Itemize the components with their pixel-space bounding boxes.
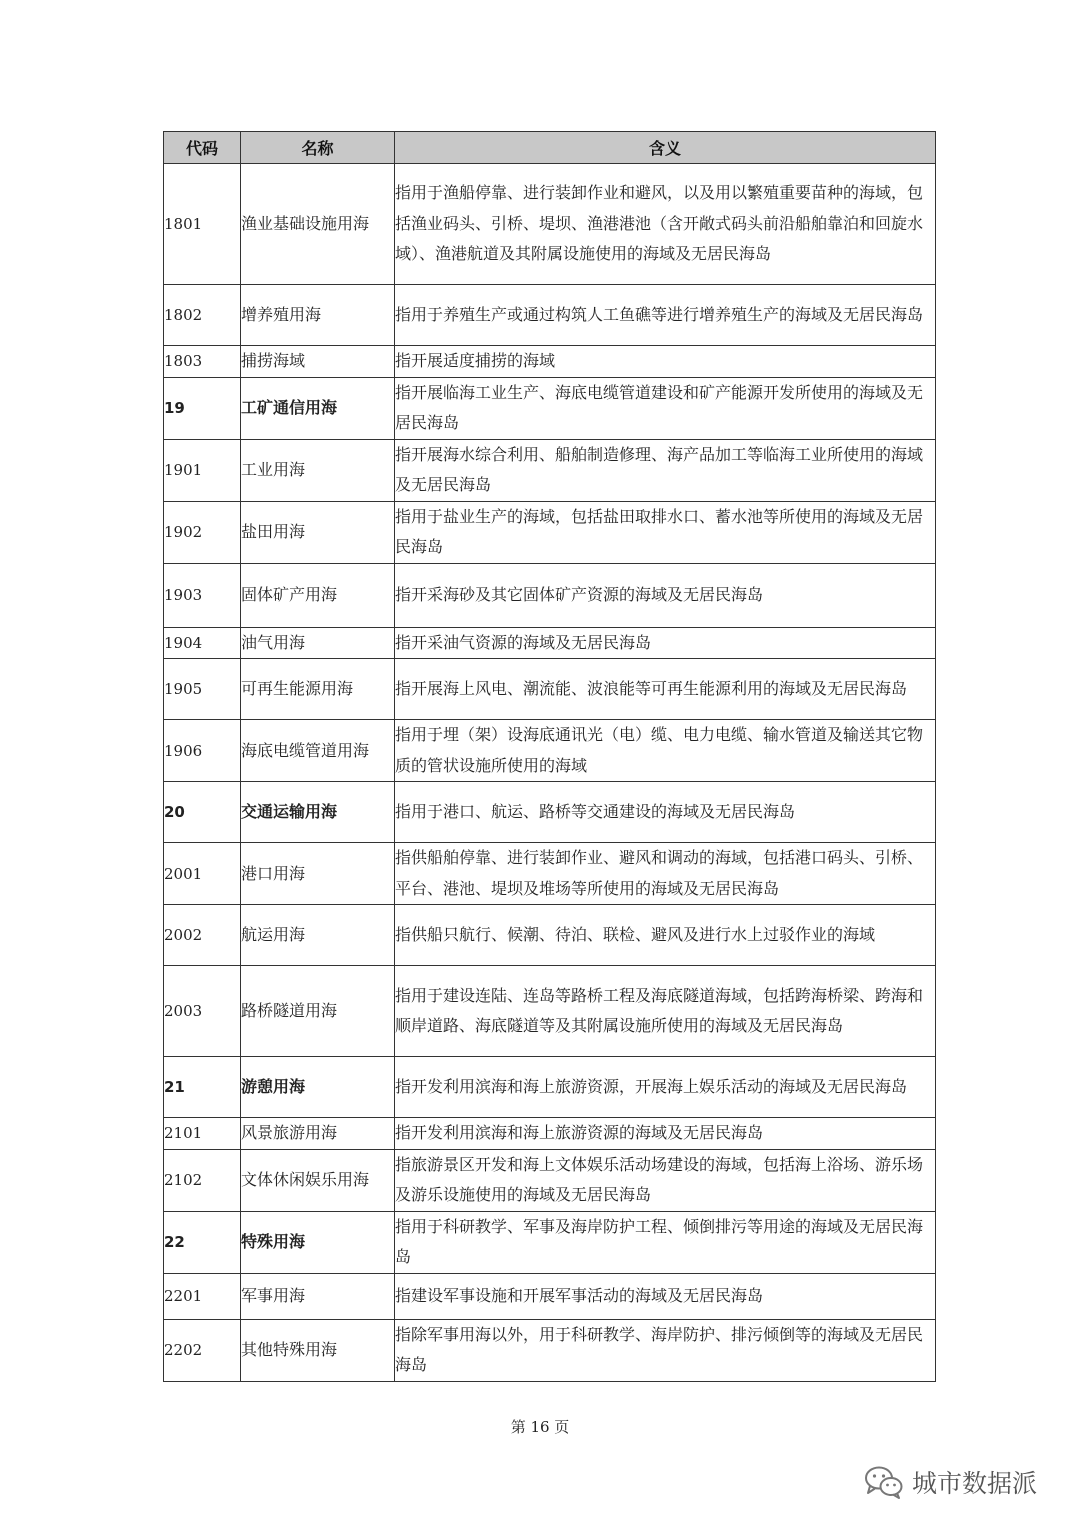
table-row	[164, 843, 936, 905]
wechat-watermark	[864, 1462, 1037, 1502]
row-code: 2101	[164, 1118, 241, 1150]
header-name: 名称	[241, 132, 395, 164]
category-row	[164, 782, 936, 843]
row-code: 1901	[164, 439, 241, 501]
table-row	[164, 627, 936, 659]
sea-use-code-table	[163, 131, 936, 1382]
row-meaning: 指用于盐业生产的海域，包括盐田取排水口、蓄水池等所使用的海域及无居民海岛	[395, 501, 936, 563]
row-name: 增养殖用海	[241, 285, 395, 346]
row-name: 路桥隧道用海	[241, 966, 395, 1057]
row-meaning: 指除军事用海以外，用于科研教学、海岸防护、排污倾倒等的海域及无居民海岛	[395, 1319, 936, 1381]
category-code: 21	[164, 1057, 241, 1118]
row-code: 2001	[164, 843, 241, 905]
row-meaning: 指开展海水综合利用、船舶制造修理、海产品加工等临海工业所使用的海域及无居民海岛	[395, 439, 936, 501]
row-meaning: 指开采海砂及其它固体矿产资源的海域及无居民海岛	[395, 563, 936, 627]
row-name: 文体休闲娱乐用海	[241, 1149, 395, 1211]
row-name: 固体矿产用海	[241, 563, 395, 627]
row-meaning: 指用于建设连陆、连岛等路桥工程及海底隧道海域，包括跨海桥梁、跨海和顺岸道路、海底隧道等及其附属设施所使用的海域及无居民海岛	[395, 966, 936, 1057]
category-row	[164, 1057, 936, 1118]
row-meaning: 指用于渔船停靠、进行装卸作业和避风，以及用以繁殖重要苗种的海域，包括渔业码头、引桥、堤坝、渔港港池（含开敞式码头前沿船舶靠泊和回旋水域）、渔港航道及其附属设施使用的海域及无居民海岛	[395, 164, 936, 285]
category-row	[164, 1211, 936, 1273]
row-code: 1906	[164, 720, 241, 782]
row-code: 2201	[164, 1273, 241, 1319]
category-meaning: 指开发利用滨海和海上旅游资源，开展海上娱乐活动的海域及无居民海岛	[395, 1057, 936, 1118]
row-name: 海底电缆管道用海	[241, 720, 395, 782]
table-header-row	[164, 132, 936, 164]
table-row	[164, 1319, 936, 1381]
table-row	[164, 285, 936, 346]
category-name: 工矿通信用海	[241, 377, 395, 439]
row-name: 油气用海	[241, 627, 395, 659]
table-row	[164, 439, 936, 501]
table-row	[164, 905, 936, 966]
category-meaning: 指开展临海工业生产、海底电缆管道建设和矿产能源开发所使用的海域及无居民海岛	[395, 377, 936, 439]
row-name: 捕捞海域	[241, 346, 395, 378]
row-name: 航运用海	[241, 905, 395, 966]
row-meaning: 指开展适度捕捞的海域	[395, 346, 936, 378]
row-code: 2003	[164, 966, 241, 1057]
row-name: 风景旅游用海	[241, 1118, 395, 1150]
row-code: 1801	[164, 164, 241, 285]
header-code: 代码	[164, 132, 241, 164]
row-name: 工业用海	[241, 439, 395, 501]
category-name: 游憩用海	[241, 1057, 395, 1118]
category-code: 20	[164, 782, 241, 843]
category-meaning: 指用于港口、航运、路桥等交通建设的海域及无居民海岛	[395, 782, 936, 843]
row-meaning: 指建设军事设施和开展军事活动的海域及无居民海岛	[395, 1273, 936, 1319]
category-row	[164, 377, 936, 439]
row-code: 1902	[164, 501, 241, 563]
row-meaning: 指开发利用滨海和海上旅游资源的海域及无居民海岛	[395, 1118, 936, 1150]
row-code: 1903	[164, 563, 241, 627]
table-row	[164, 966, 936, 1057]
row-name: 军事用海	[241, 1273, 395, 1319]
table-row	[164, 1118, 936, 1150]
category-name: 特殊用海	[241, 1211, 395, 1273]
wechat-icon	[864, 1465, 904, 1499]
table-row	[164, 1273, 936, 1319]
row-meaning: 指开展海上风电、潮流能、波浪能等可再生能源利用的海域及无居民海岛	[395, 659, 936, 720]
page-number: 第 16 页	[510, 1418, 570, 1436]
row-code: 1904	[164, 627, 241, 659]
row-meaning: 指旅游景区开发和海上文体娱乐活动场建设的海域，包括海上浴场、游乐场及游乐设施使用的海域及无居民海岛	[395, 1149, 936, 1211]
category-meaning: 指用于科研教学、军事及海岸防护工程、倾倒排污等用途的海域及无居民海岛	[395, 1211, 936, 1273]
table-row	[164, 563, 936, 627]
table-row	[164, 164, 936, 285]
row-meaning: 指供船只航行、候潮、待泊、联检、避风及进行水上过驳作业的海域	[395, 905, 936, 966]
row-code: 2202	[164, 1319, 241, 1381]
table-row	[164, 346, 936, 378]
row-name: 港口用海	[241, 843, 395, 905]
row-code: 2002	[164, 905, 241, 966]
category-name: 交通运输用海	[241, 782, 395, 843]
row-code: 1905	[164, 659, 241, 720]
header-meaning: 含义	[395, 132, 936, 164]
row-name: 渔业基础设施用海	[241, 164, 395, 285]
row-meaning: 指供船舶停靠、进行装卸作业、避风和调动的海域，包括港口码头、引桥、平台、港池、堤坝及堆场等所使用的海域及无居民海岛	[395, 843, 936, 905]
row-meaning: 指用于埋（架）设海底通讯光（电）缆、电力电缆、输水管道及输送其它物质的管状设施所使用的海域	[395, 720, 936, 782]
row-name: 其他特殊用海	[241, 1319, 395, 1381]
row-code: 2102	[164, 1149, 241, 1211]
row-meaning: 指用于养殖生产或通过构筑人工鱼礁等进行增养殖生产的海域及无居民海岛	[395, 285, 936, 346]
table-row	[164, 659, 936, 720]
row-code: 1802	[164, 285, 241, 346]
watermark-text: 城市数据派	[912, 1469, 1038, 1498]
category-code: 19	[164, 377, 241, 439]
row-name: 盐田用海	[241, 501, 395, 563]
row-code: 1803	[164, 346, 241, 378]
table-row	[164, 720, 936, 782]
table-row	[164, 1149, 936, 1211]
row-meaning: 指开采油气资源的海域及无居民海岛	[395, 627, 936, 659]
table-row	[164, 501, 936, 563]
category-code: 22	[164, 1211, 241, 1273]
row-name: 可再生能源用海	[241, 659, 395, 720]
